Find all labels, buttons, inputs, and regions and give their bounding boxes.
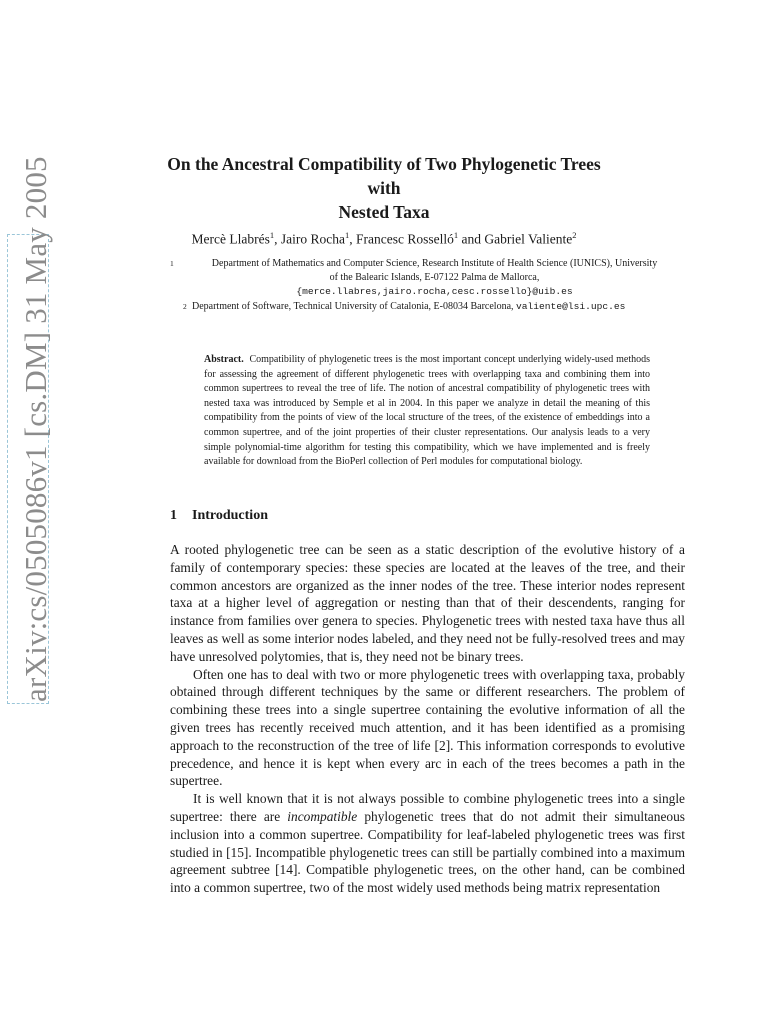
- abstract: [204, 353, 650, 470]
- paragraph: Often one has to deal with two or more phylogenetic trees with overlapping taxa, probably obtained through different techniques by the same or different researchers. The problem of combining these trees into a single supertree containing the evolutive information of all the given trees has recently received much attention, and it has been identified as a promising approach to the reconstruction of the tree of life [2]. This information corresponds to evolutive precedence, and hence it is kept when every arc in each of the trees becomes a path in the supertree.: [170, 666, 685, 789]
- author-affiliation-marker: 1: [345, 230, 350, 240]
- author-name: Francesc Rosselló: [356, 231, 454, 247]
- paragraph-text: It is well known that it is not always possible to combine phylogenetic trees into a single supertree: there are: [170, 791, 685, 824]
- section-number: 1: [170, 508, 177, 523]
- author-separator: ,: [274, 231, 281, 247]
- affiliation-line: of the Balearic Islands, E-07122 Palma de Mallorca,: [329, 272, 540, 284]
- author-separator: ,: [349, 231, 356, 247]
- title-line-2: Nested Taxa: [338, 202, 430, 222]
- title-line-1: On the Ancestral Compatibility of Two Phylogenetic Trees with: [167, 154, 601, 198]
- affiliations: [170, 257, 685, 314]
- affiliation-line: Department of Software, Technical University of Catalonia, E-08034 Barcelona,: [192, 300, 517, 312]
- abstract-label: Abstract.: [204, 354, 244, 365]
- paragraph-text: phylogenetic trees that do not admit their simultaneous inclusion into a common supertree. Compatibility for leaf-labeled phylogenetic trees was first studied in [15]. Incompatible phylogenetic trees can still be partially combined into a maximum agreement subtree [14]. Compatible phylogenetic trees, on the other hand, can be combined into a common supertree, two of the most widely used methods being matrix representation: [170, 808, 685, 896]
- affiliation-email: valiente@lsi.upc.es: [516, 300, 626, 312]
- author-list: [120, 226, 648, 249]
- affiliation-2: [170, 300, 685, 314]
- paragraph: [170, 790, 685, 897]
- section-heading: [170, 508, 268, 524]
- affiliation-email: {merce.llabres,jairo.rocha,cesc.rossello}@uib.es: [296, 286, 573, 298]
- affiliation-marker: 2: [183, 301, 187, 311]
- body-text: [170, 541, 685, 897]
- affiliation-1: [170, 257, 685, 300]
- author-name: Mercè Llabrés: [191, 231, 270, 247]
- section-title: Introduction: [192, 508, 268, 523]
- author-affiliation-marker: 2: [572, 230, 577, 240]
- author-name: Gabriel Valiente: [484, 231, 573, 247]
- affiliation-line: Department of Mathematics and Computer Science, Research Institute of Health Science (IUNICS), University: [211, 258, 658, 269]
- arxiv-stamp: arXiv:cs/0505086v1 [cs.DM] 31 May 2005: [18, 156, 53, 702]
- affiliation-marker: 1: [170, 259, 174, 268]
- author-affiliation-marker: 1: [269, 230, 275, 240]
- author-separator: and: [458, 231, 485, 247]
- paper-title: [150, 152, 618, 224]
- author-name: Jairo Rocha: [280, 231, 345, 247]
- abstract-text: Compatibility of phylogenetic trees is the most important concept underlying widely-used methods for assessing the agreement of different phylogenetic trees with overlapping taxa and combining them into common supertrees to reveal the tree of life. The notion of ancestral compatibility of phylogenetic trees with nested taxa was introduced by Semple et al in 2004. In this paper we analyze in detail the meaning of this compatibility from the points of view of the local structure of the trees, of the existence of embeddings into a common supertree, and of the joint properties of their cluster representations. Our analysis leads to a very simple polynomial-time algorithm for testing this compatibility, which we have implemented and is freely available for download from the BioPerl collection of Perl modules for computational biology.: [204, 354, 650, 468]
- paragraph: A rooted phylogenetic tree can be seen as a static description of the evolutive history of a family of contemporary species: these species are located at the leaves of the tree, and their common ancestors are organized as the inner nodes of the tree. These interior nodes represent taxa at a higher level of aggregation or nesting than that of their descendents, ranging for instance from families over genera to species. Phylogenetic trees with nested taxa have thus all leaves as well as some interior nodes labeled, and they need not be fully-resolved trees and may have unresolved polytomies, that is, they need not be binary trees.: [170, 542, 685, 664]
- author-affiliation-marker: 1: [453, 230, 459, 240]
- emphasis: incompatible: [287, 808, 358, 824]
